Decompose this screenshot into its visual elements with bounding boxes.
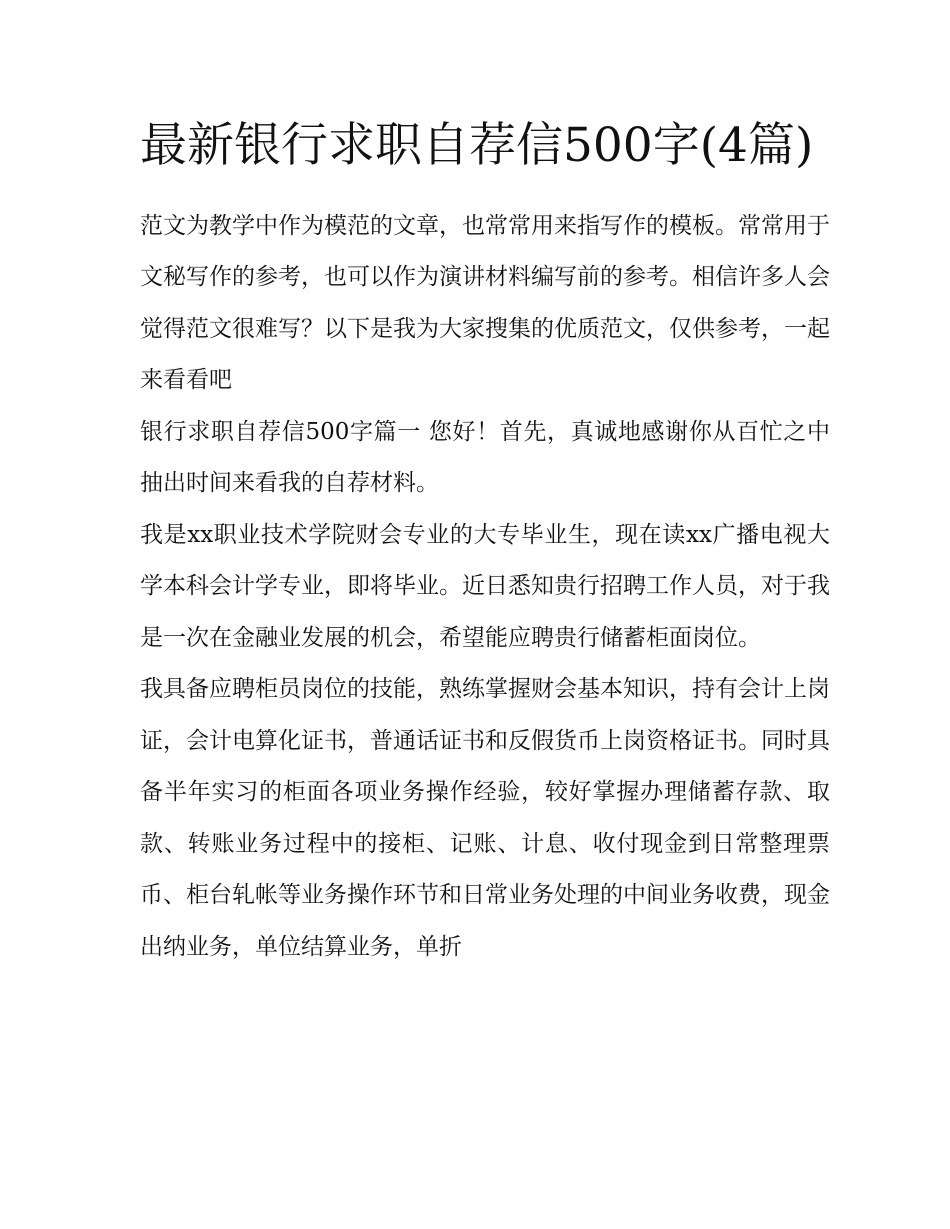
paragraph-intro: 范文为教学中作为模范的文章，也常常用来指写作的模板。常常用于文秘写作的参考，也可以作为演讲材料编写前的参考。相信许多人会觉得范文很难写？以下是我为大家搜集的优质范文，仅供参考，一起来看看吧	[140, 212, 830, 394]
paragraph-skills: 我具备应聘柜员岗位的技能，熟练掌握财会基本知识，持有会计上岗证，会计电算化证书，普通话证书和反假货币上岗资格证书。同时具备半年实习的柜面各项业务操作经验，较好掌握办理储蓄存款、取款、转账业务过程中的接柜、记账、计息、收付现金到日常整理票币、柜台轧帐等业务操作环节和日常业务处理的中间业务收费，现金出纳业务，单位结算业务，单折	[140, 676, 830, 960]
paragraph-greeting: 银行求职自荐信500字篇一 您好！首先，真诚地感谢你从百忙之中抽出时间来看我的自荐材料。	[140, 418, 830, 497]
document-title: 最新银行求职自荐信500字(4篇)	[140, 118, 814, 173]
paragraph-background: 我是xx职业技术学院财会专业的大专毕业生，现在读xx广播电视大学本科会计学专业，即将毕业。近日悉知贵行招聘工作人员，对于我是一次在金融业发展的机会，希望能应聘贵行储蓄柜面岗位。	[140, 521, 830, 651]
document-page	[140, 110, 830, 973]
